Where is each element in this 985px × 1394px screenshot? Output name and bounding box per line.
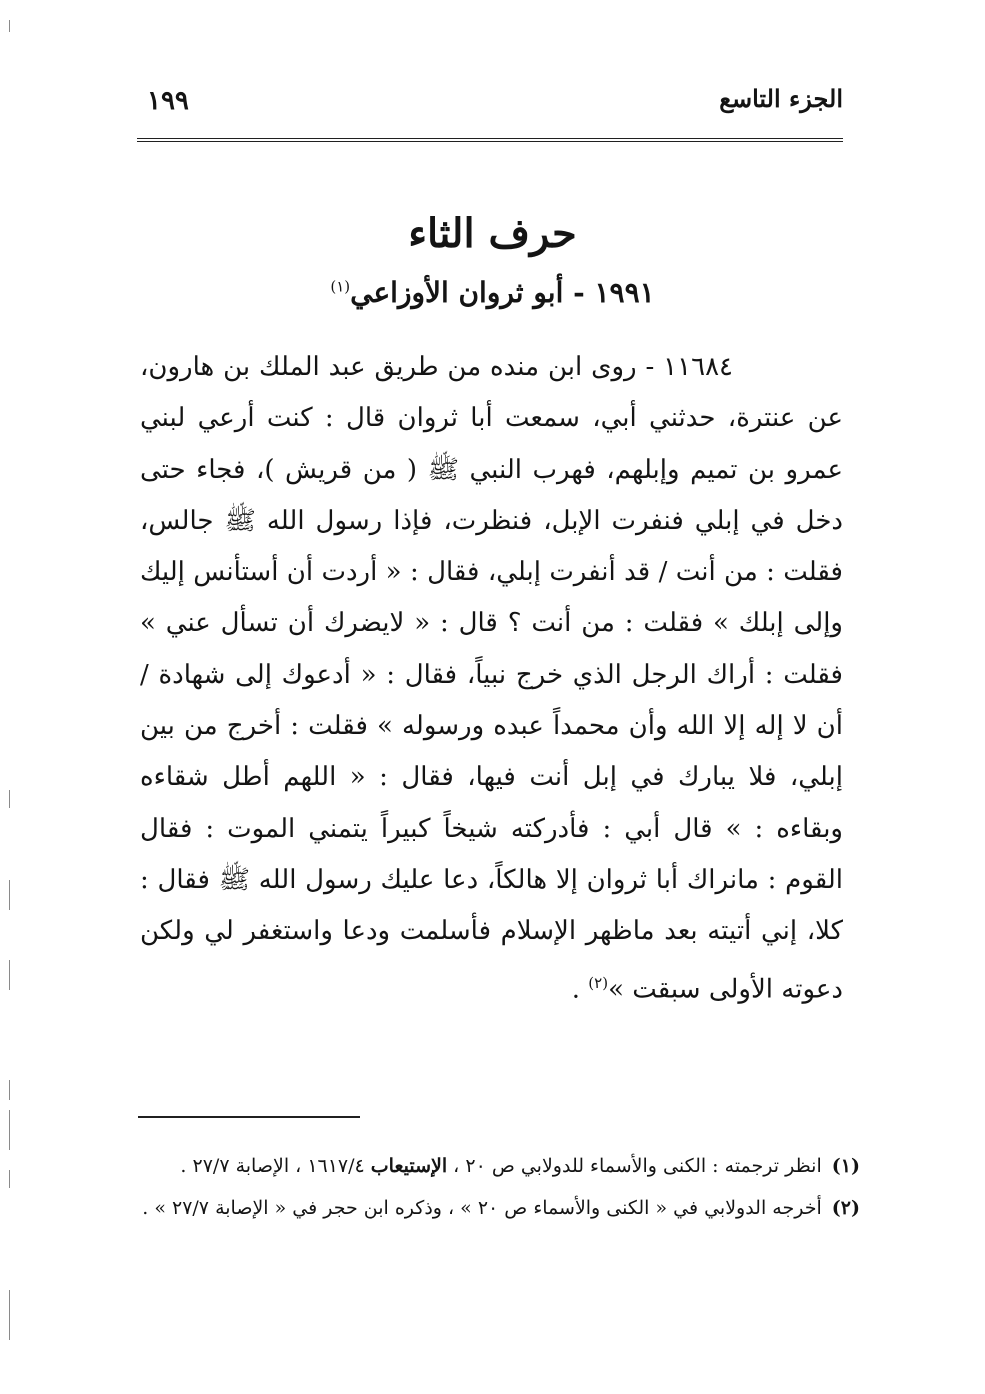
paragraph-end: . (571, 974, 581, 1005)
chapter-title (0, 210, 985, 257)
footnote-number: (٢) (831, 1197, 860, 1219)
scan-artifact (9, 880, 10, 910)
entry-title (0, 276, 985, 309)
scan-artifact (9, 1080, 10, 1100)
footnote-text: ١٦١٧/٤ ، الإصابة ٢٧/٧ . (180, 1155, 371, 1177)
footnote-divider (138, 1116, 360, 1118)
footnotes (140, 1148, 860, 1232)
chapter-title-text: حرف الثاء (408, 210, 577, 257)
footnote-ref: (١) (330, 277, 351, 296)
body-paragraph (140, 342, 843, 1016)
scan-artifact (9, 790, 10, 808)
scan-artifact (9, 20, 10, 32)
page-number: ١٩٩ (147, 86, 189, 116)
footnote-number: (١) (831, 1155, 860, 1177)
page-header (137, 78, 843, 134)
footnote-2 (140, 1190, 860, 1226)
paragraph-body: ١١٦٨٤ - روى ابن منده من طريق عبد الملك بن هارون، عن عنترة، حدثني أبي، سمعت أبا ثروان قال : كنت أرعي لبني عمرو بن تميم وإبلهم، فهرب النبي ﷺ ( من قريش )، فجاء حتى دخل في إبلي فنفرت الإبل، فنظرت، فإذا رسول الله ﷺ جالس، فقلت : من أنت / قد أنفرت إبلي، فقال : « أردت أن أستأنس إليك وإلى إبلك » فقلت : من أنت ؟ قال : « لايضرك أن تسأل عني » فقلت : أراك الرجل الذي خرج نبياً، فقال : « أدعوك إلى شهادة / أن لا إله إلا الله وأن محمداً عبده ورسوله » فقلت : أخرج من بين إبلي، فلا يبارك في إبل أنت فيها، فقال : « اللهم أطل شقاءه وبقاءه : » قال أبي : فأدركته شيخاً كبيراً يتمني الموت : فقال القوم : مانراك أبا ثروان إلا هالكاً، دعا عليك رسول الله ﷺ فقال : كلا، إني أتيته بعد ماظهر الإسلام فأسلمت ودعا واستغفر لي ولكن دعوته الأولى سبقت » (140, 352, 843, 1005)
footnote-text: انظر ترجمته : الكنى والأسماء للدولابي ص ٢٠ ، (447, 1155, 822, 1177)
footnote-ref: (٢) (588, 973, 609, 992)
entry-title-text: ١٩٩١ - أبو ثروان الأوزاعي (350, 276, 655, 309)
paragraph-text (140, 342, 843, 1016)
footnote-1 (140, 1148, 860, 1184)
scan-artifact (9, 1170, 10, 1188)
scan-artifact (9, 960, 10, 990)
footnote-bold-text: الإستيعاب (370, 1155, 448, 1177)
scan-artifact (9, 1290, 10, 1340)
running-title: الجزء التاسع (719, 84, 843, 113)
footnote-text: أخرجه الدولابي في « الكنى والأسماء ص ٢٠ » ، وذكره ابن حجر في « الإصابة ٢٧/٧ » . (142, 1197, 822, 1219)
scan-artifact (9, 1110, 10, 1150)
header-divider (137, 138, 843, 142)
